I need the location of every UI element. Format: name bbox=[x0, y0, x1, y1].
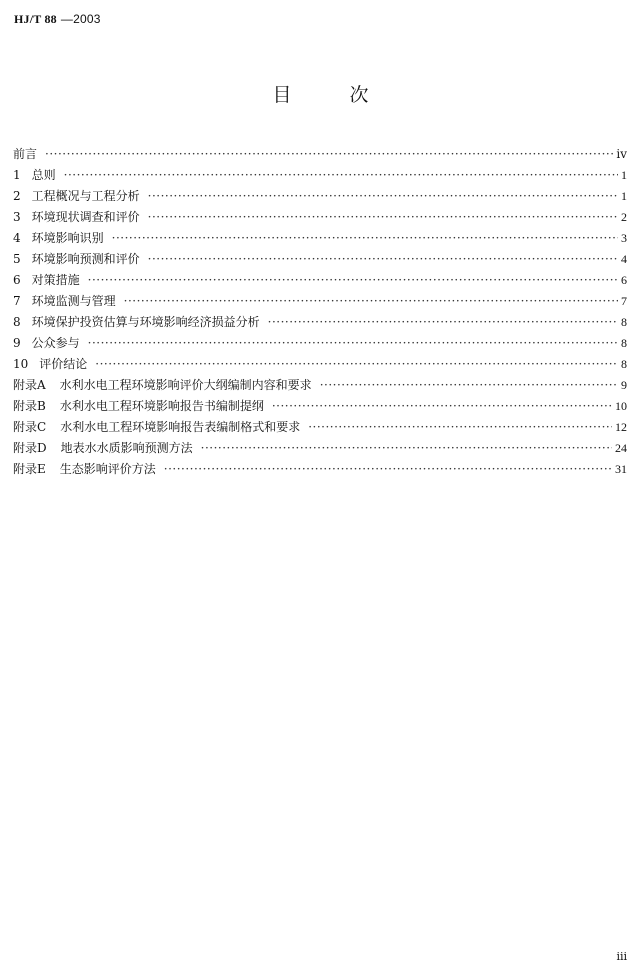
toc-entry-title: 水利水电工程环境影响报告表编制格式和要求 bbox=[60, 420, 301, 434]
toc-entry-number: 8 bbox=[13, 315, 21, 329]
toc-leader-dots bbox=[45, 144, 613, 165]
toc-entry-title: 环境现状调查和评价 bbox=[31, 210, 140, 224]
toc-entry-number: 附录E bbox=[13, 462, 46, 476]
toc-entry-9[interactable] bbox=[13, 333, 627, 354]
toc-leader-dots bbox=[201, 438, 612, 459]
toc-entry-title: 工程概况与工程分析 bbox=[31, 189, 140, 203]
toc-entry-page: 24 bbox=[615, 441, 627, 455]
toc-entry-page: 9 bbox=[621, 378, 627, 392]
toc-entry-number: 附录C bbox=[13, 420, 47, 434]
toc-entry-4[interactable] bbox=[13, 228, 627, 249]
toc-entry-3[interactable] bbox=[13, 207, 627, 228]
toc-leader-dots bbox=[88, 270, 618, 291]
toc-entry-page: 12 bbox=[615, 420, 627, 434]
toc-entry-title: 环境影响预测和评价 bbox=[31, 252, 140, 266]
toc-entry-number: 附录D bbox=[13, 441, 47, 455]
toc-leader-dots bbox=[148, 186, 618, 207]
toc-entry-foreword[interactable] bbox=[13, 144, 627, 165]
toc-entry-page: 1 bbox=[621, 189, 627, 203]
page-number: ⅲ bbox=[616, 951, 627, 963]
toc-leader-dots bbox=[268, 312, 618, 333]
toc-leader-dots bbox=[308, 417, 612, 438]
page-header bbox=[14, 12, 101, 27]
toc-entry-number: 1 bbox=[13, 168, 21, 182]
toc-entry-appendix-a[interactable] bbox=[13, 375, 627, 396]
toc-entry-appendix-b[interactable] bbox=[13, 396, 627, 417]
toc-entry-title: 对策措施 bbox=[31, 273, 80, 287]
toc-leader-dots bbox=[320, 375, 618, 396]
toc-entry-number: 附录B bbox=[13, 399, 46, 413]
toc-entry-page: 6 bbox=[621, 273, 627, 287]
toc-entry-number: 9 bbox=[13, 336, 21, 350]
toc-entry-title: 地表水水质影响预测方法 bbox=[60, 441, 193, 455]
toc-leader-dots bbox=[88, 333, 618, 354]
standard-year: —2003 bbox=[60, 12, 101, 26]
toc-leader-dots bbox=[95, 354, 618, 375]
toc-entry-number: 附录A bbox=[13, 378, 46, 392]
toc-entry-title: 水利水电工程环境影响报告书编制提纲 bbox=[59, 399, 264, 413]
toc-entry-title: 环境保护投资估算与环境影响经济损益分析 bbox=[31, 315, 260, 329]
toc-entry-title: 环境监测与管理 bbox=[31, 294, 116, 308]
standard-code: HJ/T 88 bbox=[14, 12, 57, 26]
toc-leader-dots bbox=[64, 165, 618, 186]
toc-entry-5[interactable] bbox=[13, 249, 627, 270]
toc-entry-title: 总则 bbox=[31, 168, 56, 182]
toc-entry-page: 10 bbox=[615, 399, 627, 413]
toc-entry-number: 6 bbox=[13, 273, 21, 287]
toc-entry-page: 8 bbox=[621, 315, 627, 329]
toc-entry-title: 公众参与 bbox=[31, 336, 80, 350]
toc-entry-8[interactable] bbox=[13, 312, 627, 333]
toc-leader-dots bbox=[112, 228, 618, 249]
toc-entry-appendix-c[interactable] bbox=[13, 417, 627, 438]
toc-entry-page: 31 bbox=[615, 462, 627, 476]
toc-entry-appendix-d[interactable] bbox=[13, 438, 627, 459]
toc-entry-page: 8 bbox=[621, 357, 627, 371]
toc-entry-title: 评价结论 bbox=[39, 357, 88, 371]
toc-leader-dots bbox=[164, 459, 612, 480]
toc-entry-page: 8 bbox=[621, 336, 627, 350]
toc-entry-appendix-e[interactable] bbox=[13, 459, 627, 480]
toc-entry-page: 7 bbox=[621, 294, 627, 308]
toc-entry-6[interactable] bbox=[13, 270, 627, 291]
toc-entry-number: 10 bbox=[13, 357, 29, 371]
toc-entry-title: 水利水电工程环境影响评价大纲编制内容和要求 bbox=[59, 378, 312, 392]
toc-entry-page: 3 bbox=[621, 231, 627, 245]
toc-entry-7[interactable] bbox=[13, 291, 627, 312]
page-title-part-1: 目 bbox=[272, 84, 292, 106]
toc-entry-1[interactable] bbox=[13, 165, 627, 186]
toc-entry-number: 5 bbox=[13, 252, 21, 266]
toc-entry-page: 2 bbox=[621, 210, 627, 224]
toc-entry-page: ⅳ bbox=[616, 147, 627, 161]
toc-entry-number: 前言 bbox=[13, 147, 38, 161]
toc-entry-2[interactable] bbox=[13, 186, 627, 207]
toc-entry-number: 4 bbox=[13, 231, 21, 245]
toc-entry-number: 7 bbox=[13, 294, 21, 308]
page-title bbox=[0, 80, 641, 107]
toc-entry-10[interactable] bbox=[13, 354, 627, 375]
toc-leader-dots bbox=[148, 249, 618, 270]
toc-entry-number: 3 bbox=[13, 210, 21, 224]
toc-leader-dots bbox=[124, 291, 618, 312]
toc-leader-dots bbox=[272, 396, 612, 417]
toc-entry-title: 生态影响评价方法 bbox=[59, 462, 156, 476]
toc-entry-page: 1 bbox=[621, 168, 627, 182]
toc-entry-page: 4 bbox=[621, 252, 627, 266]
toc-leader-dots bbox=[148, 207, 618, 228]
page-title-part-2: 次 bbox=[349, 84, 369, 106]
toc-entry-title: 环境影响识别 bbox=[31, 231, 104, 245]
table-of-contents bbox=[13, 144, 627, 480]
toc-entry-number: 2 bbox=[13, 189, 21, 203]
